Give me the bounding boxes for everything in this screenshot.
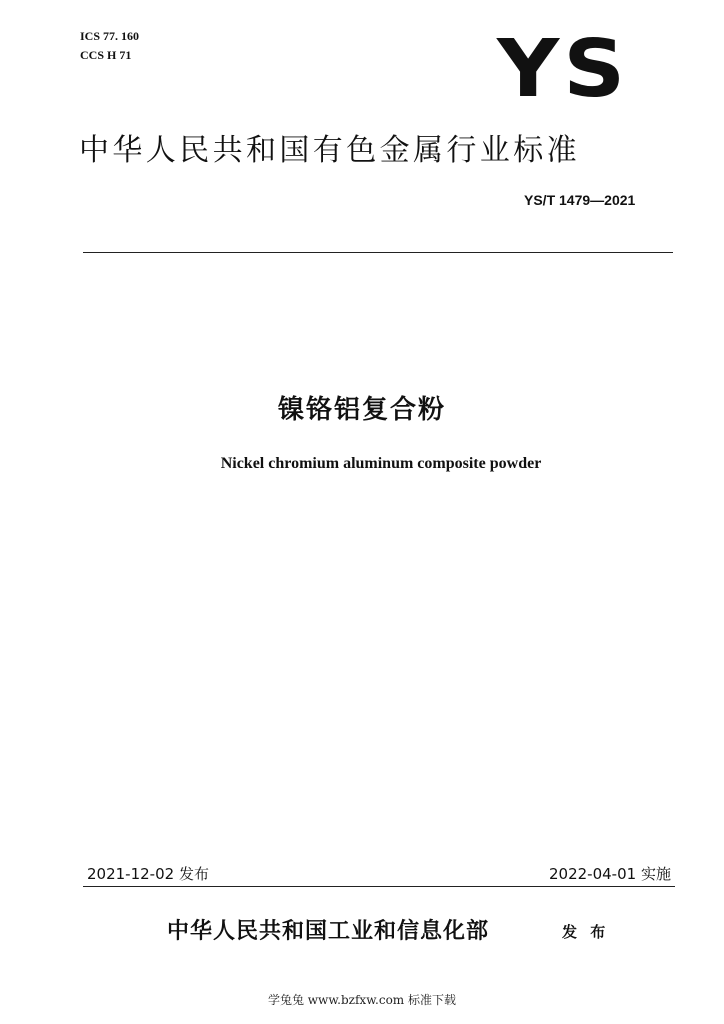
publish-label: 发 布 [562,923,610,941]
issue-date: 2021-12-02 发布 [87,865,209,883]
ccs-code: CCS H 71 [80,48,132,62]
issuing-authority: 中华人民共和国工业和信息化部 [167,918,490,944]
footer-divider [83,886,675,887]
ics-code: ICS 77. 160 [80,29,140,43]
organization-title: 中华人民共和国有色金属行业标准 [79,133,580,168]
document-title-english: Nickel chromium aluminum composite powder [220,455,542,472]
ys-logo: YS [497,23,630,116]
standard-number: YS/T 1479—2021 [524,192,636,208]
document-title-chinese: 镍铬铝复合粉 [277,395,446,425]
header-divider [83,252,673,253]
download-watermark: 学兔兔 www.bzfxw.com 标准下载 [267,993,457,1007]
effective-date: 2022-04-01 实施 [549,865,671,883]
